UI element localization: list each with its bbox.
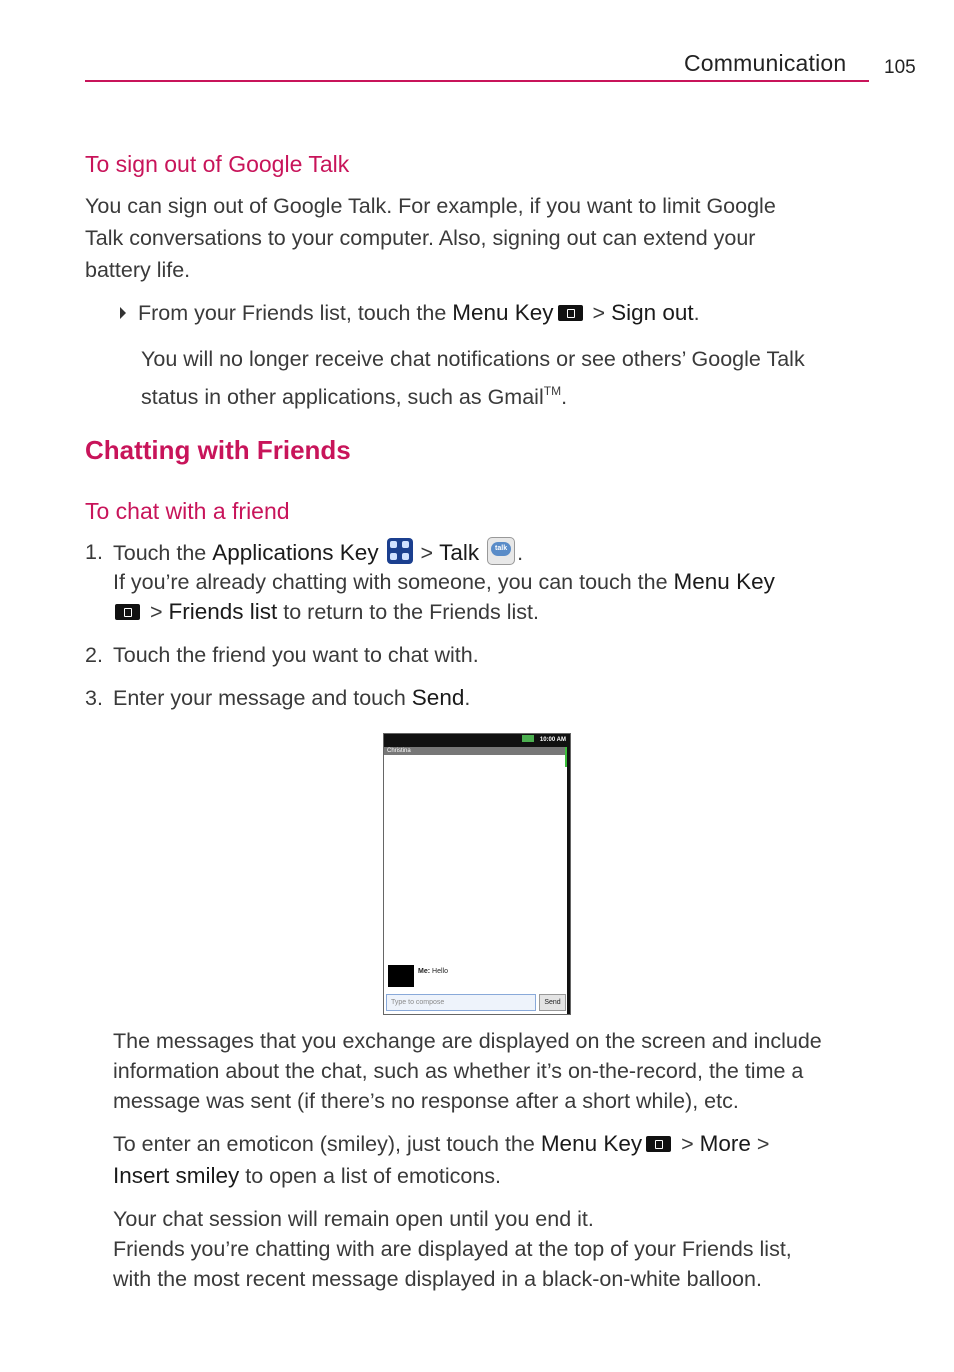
talk-icon: talk <box>487 537 515 565</box>
paragraph-line: message was sent (if there’s no response after a short while), etc. <box>113 1089 739 1113</box>
menu-key-label: Menu Key <box>452 300 554 325</box>
emoticon-paragraph <box>113 1128 769 1192</box>
period: . <box>464 686 471 710</box>
step-text: Touch the <box>113 541 213 565</box>
talk-label: Talk <box>439 540 480 565</box>
session-paragraph <box>113 1204 792 1294</box>
applications-key-icon <box>387 538 413 564</box>
separator: > <box>750 1132 770 1156</box>
menu-key-icon <box>646 1136 671 1152</box>
insert-smiley-label: Insert smiley <box>113 1163 240 1188</box>
step-number: 2. <box>85 643 103 667</box>
sign-out-heading: To sign out of Google Talk <box>85 151 350 177</box>
step2-text: Touch the friend you want to chat with. <box>113 643 479 667</box>
paragraph-text: to open a list of emoticons. <box>239 1164 502 1188</box>
sign-out-step <box>120 297 700 329</box>
note-line: You will no longer receive chat notifications or see others’ Google Talk <box>141 347 805 371</box>
status-indicator <box>565 747 567 767</box>
sign-out-note <box>141 343 805 413</box>
chat-title: Christina <box>384 747 570 755</box>
sign-out-intro <box>85 190 885 286</box>
note-text: status in other applications, such as Gmail <box>141 385 544 409</box>
paragraph-text: To enter an emoticon (smiley), just touch the <box>113 1132 541 1156</box>
phone-screenshot <box>383 733 571 1015</box>
message-sender: Me: <box>418 968 431 975</box>
step-text: Enter your message and touch <box>113 686 412 710</box>
separator: > <box>414 541 440 565</box>
period: . <box>693 301 700 325</box>
step-text: to return to the Friends list. <box>277 600 539 624</box>
chatting-heading: Chatting with Friends <box>85 435 351 465</box>
sign-out-label: Sign out <box>611 300 694 325</box>
step1-line3 <box>113 597 539 627</box>
paragraph-line: information about the chat, such as whether it’s on-the-record, the time a <box>113 1059 804 1083</box>
chat-subheading: To chat with a friend <box>85 498 290 524</box>
signal-icon <box>522 735 534 742</box>
step3-text <box>113 683 470 713</box>
message-text: Hello <box>432 968 448 975</box>
paragraph-line: Friends you’re chatting with are displayed at the top of your Friends list, <box>113 1237 792 1261</box>
menu-key-icon <box>558 305 583 321</box>
scroll-edge <box>567 747 570 1014</box>
paragraph-line: The messages that you exchange are displayed on the screen and include <box>113 1029 822 1053</box>
menu-key-icon <box>115 604 140 620</box>
status-bar <box>384 734 570 747</box>
messages-paragraph <box>113 1026 822 1116</box>
period: . <box>561 385 568 409</box>
status-clock: 10:00 AM <box>539 737 566 743</box>
step-text: If you’re already chatting with someone, you can touch the <box>113 570 674 594</box>
step-text: From your Friends list, touch the <box>138 301 453 325</box>
step-number: 3. <box>85 686 103 710</box>
page-number: 105 <box>884 57 916 78</box>
separator: > <box>586 301 612 325</box>
compose-input[interactable]: Type to compose <box>386 994 536 1011</box>
trademark: TM <box>543 384 562 398</box>
send-label: Send <box>411 685 465 710</box>
step-number: 1. <box>85 540 103 564</box>
separator: > <box>675 1132 700 1156</box>
send-button[interactable]: Send <box>539 994 566 1011</box>
more-label: More <box>699 1131 751 1156</box>
intro-line: You can sign out of Google Talk. For example, if you want to limit Google <box>85 194 776 218</box>
step1-line2 <box>113 567 775 597</box>
header-rule <box>85 80 869 82</box>
menu-key-label: Menu Key <box>673 569 775 594</box>
separator: > <box>144 600 169 624</box>
menu-key-label: Menu Key <box>540 1131 643 1156</box>
period: . <box>517 541 524 565</box>
applications-key-label: Applications Key <box>212 540 379 565</box>
paragraph-line: Your chat session will remain open until you end it. <box>113 1207 594 1231</box>
step1-line1 <box>113 537 523 568</box>
note-line <box>141 375 805 413</box>
paragraph-line <box>113 1128 769 1160</box>
paragraph-line <box>113 1160 769 1192</box>
avatar <box>388 965 414 987</box>
section-title: Communication <box>684 50 847 76</box>
intro-line: battery life. <box>85 258 191 282</box>
intro-line: Talk conversations to your computer. Also, signing out can extend your <box>85 226 756 250</box>
bullet-arrow-icon <box>120 307 126 319</box>
paragraph-line: with the most recent message displayed in a black-on-white balloon. <box>113 1267 762 1291</box>
friends-list-label: Friends list <box>168 599 278 624</box>
chat-message <box>418 968 448 975</box>
